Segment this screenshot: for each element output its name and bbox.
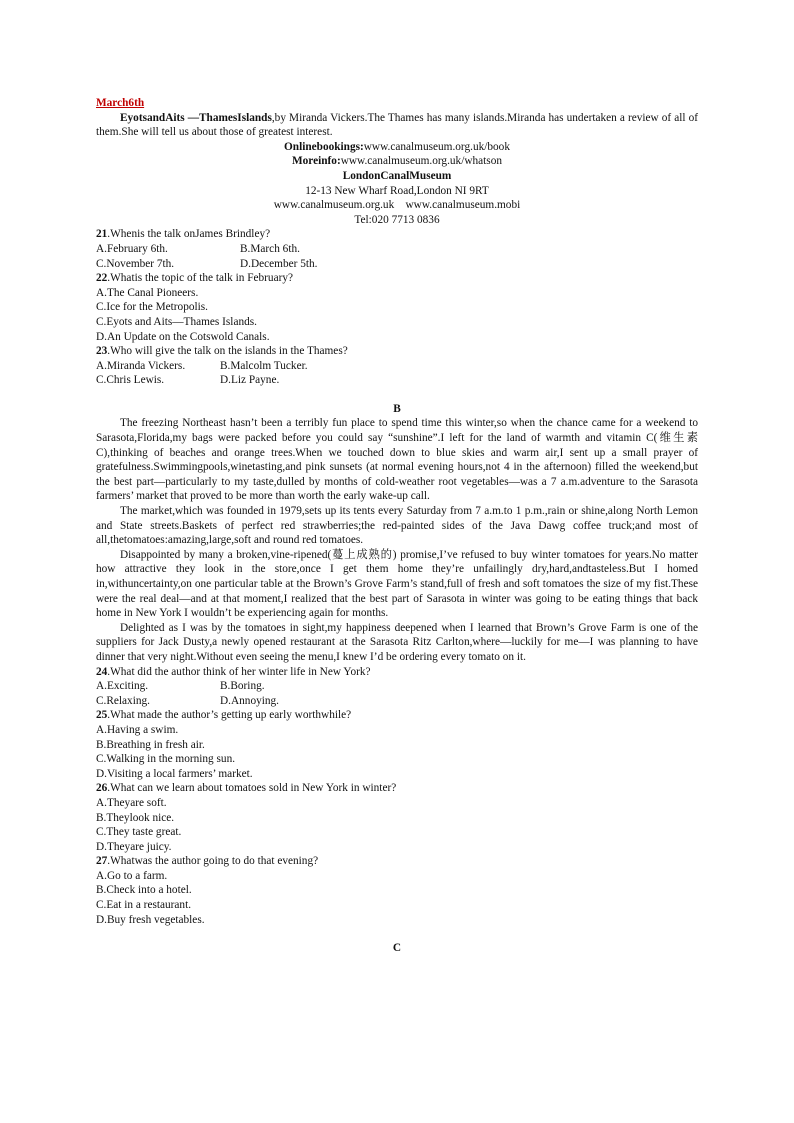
option-a: A.Having a swim. xyxy=(96,723,179,736)
question-21: 21.Whenis the talk onJames Brindley? A.February 6th. B.March 6th. C.November 7th. D.December 5th. xyxy=(96,228,318,270)
question-24: 24.What did the author think of her winter life in New York? A.Exciting. B.Boring. C.Relaxing. D.Annoying. xyxy=(96,665,371,707)
option-c: C.Eyots and Aits—Thames Islands. xyxy=(96,315,257,328)
question-27: 27.Whatwas the author going to do that evening? A.Go to a farm. B.Check into a hotel. C.Eat in a restaurant. D.Buy fresh vegetables. xyxy=(96,854,698,927)
document-page xyxy=(96,96,698,956)
event-title: EyotsandAits —ThamesIslands xyxy=(120,111,272,124)
more-info: Moreinfo:www.canalmuseum.org.uk/whatson xyxy=(291,155,502,168)
option-b: B.March 6th. xyxy=(240,242,300,255)
question-26: 26.What can we learn about tomatoes sold in New York in winter? A.Theyare soft. B.Theylook nice. C.They taste great. D.Theyare juicy. xyxy=(96,781,698,854)
option-b: B.Theylook nice. xyxy=(96,811,175,824)
museum-name: LondonCanalMuseum xyxy=(342,169,452,182)
museum-tel: Tel:020 7713 0836 xyxy=(354,213,440,226)
option-d: D.Annoying. xyxy=(220,694,279,707)
section-c-heading: C xyxy=(392,942,402,955)
option-c: C.November 7th. xyxy=(96,257,175,270)
passage-b-paragraph-3: Disappointed by many a broken,vine-ripened(蔓上成熟的) promise,I’ve refused to buy winter tomatoes for years.No matter how attractive they look in the store,once I get them home they’re unfailingly dry,hard,andtasteless.But I homed in,withuncertainty,on one particular table at the Brown’s Grove Farm’s stand,full of fresh and soft tomatoes the size of my fist.These were the real deal—and at that moment,I realized that the best part of Sarasota in winter was going to be eating things that back home in New York I wouldn’t be experiencing again for months. xyxy=(96,548,698,620)
option-d: D.Theyare juicy. xyxy=(96,840,172,853)
museum-address: 12-13 New Wharf Road,London NI 9RT xyxy=(305,184,489,197)
online-bookings: Onlinebookings:www.canalmuseum.org.uk/book xyxy=(284,140,510,153)
option-d: D.Visiting a local farmers’ market. xyxy=(96,767,253,780)
option-c: C.They taste great. xyxy=(96,826,182,839)
option-d: D.An Update on the Cotswold Canals. xyxy=(96,330,270,343)
event-description xyxy=(96,111,698,140)
option-b: B.Malcolm Tucker. xyxy=(220,359,308,372)
option-a: A.Miranda Vickers. xyxy=(96,359,186,372)
option-b: B.Check into a hotel. xyxy=(96,884,192,897)
option-a: A.The Canal Pioneers. xyxy=(96,286,199,299)
option-c: C.Relaxing. xyxy=(96,694,150,707)
question-22: 22.Whatis the topic of the talk in February? A.The Canal Pioneers. C.Ice for the Metropolis. C.Eyots and Aits—Thames Islands. D.An Update on the Cotswold Canals. xyxy=(96,271,698,344)
museum-websites: www.canalmuseum.org.uk www.canalmuseum.mobi xyxy=(273,199,521,212)
question-25: 25.What made the author’s getting up early worthwhile? A.Having a swim. B.Breathing in fresh air. C.Walking in the morning sun. D.Visiting a local farmers’ market. xyxy=(96,708,698,781)
passage-b-paragraph-1: The freezing Northeast hasn’t been a terribly fun place to spend time this winter,so when the chance came for a weekend to Sarasota,Florida,my bags were packed before you could say “sunshine”.I left for the land of warmth and vitamin C(维生素C),thinking of beaches and orange trees.When we touched down to blue skies and warm air,I sent up a small prayer of gratefulness.Swimmingpools,winetasting,and pink sunsets (at normal evening hours,not 4 in the afternoon) filled the weekend,but the best part—particularly to my taste,dulled by months of cold-weather root vegetables—was a 7 a.m.adventure to the Sarasota farmers’ market that proved to be more than worth the early wake-up call. xyxy=(96,417,698,503)
option-b: B.Breathing in fresh air. xyxy=(96,738,205,751)
event-date: March6th xyxy=(96,97,145,109)
option-a: A.Theyare soft. xyxy=(96,796,167,809)
passage-b-paragraph-4: Delighted as I was by the tomatoes in sight,my happiness deepened when I learned that Brown’s Grove Farm is one of the suppliers for Jack Dusty,a newly opened restaurant at the Sarasota Ritz Carlton,where—luckily for me—I was planning to have dinner that very night.Without even seeing the menu,I knew I’d be ordering every tomato on it. xyxy=(96,621,698,663)
event-body: ,by Miranda Vickers.The Thames has many islands.Miranda has undertaken a review of all of them.She will tell us about those of greatest interest. xyxy=(96,111,699,139)
option-a: A.February 6th. xyxy=(96,242,168,255)
option-b: C.Ice for the Metropolis. xyxy=(96,301,208,314)
option-d: D.Liz Payne. xyxy=(220,374,280,387)
option-d: D.Buy fresh vegetables. xyxy=(96,913,205,926)
passage-b-paragraph-2: The market,which was founded in 1979,sets up its tents every Saturday from 7 a.m.to 1 p.m.,rain or shine,along North Lemon and State streets.Baskets of perfect red strawberries;the red-painted sides of the Java Dawg coffee truck;and most of all,thetomatoes:amazing,large,soft and round red tomatoes. xyxy=(96,505,698,547)
section-b-heading: B xyxy=(393,402,401,415)
option-a: A.Exciting. xyxy=(96,680,149,693)
option-c: C.Walking in the morning sun. xyxy=(96,753,236,766)
option-a: A.Go to a farm. xyxy=(96,869,168,882)
question-23: 23.Who will give the talk on the islands in the Thames? A.Miranda Vickers. B.Malcolm Tucker. C.Chris Lewis. D.Liz Payne. xyxy=(96,345,348,387)
option-c: C.Eat in a restaurant. xyxy=(96,899,192,912)
option-d: D.December 5th. xyxy=(240,257,318,270)
option-b: B.Boring. xyxy=(220,680,265,693)
option-c: C.Chris Lewis. xyxy=(96,374,165,387)
